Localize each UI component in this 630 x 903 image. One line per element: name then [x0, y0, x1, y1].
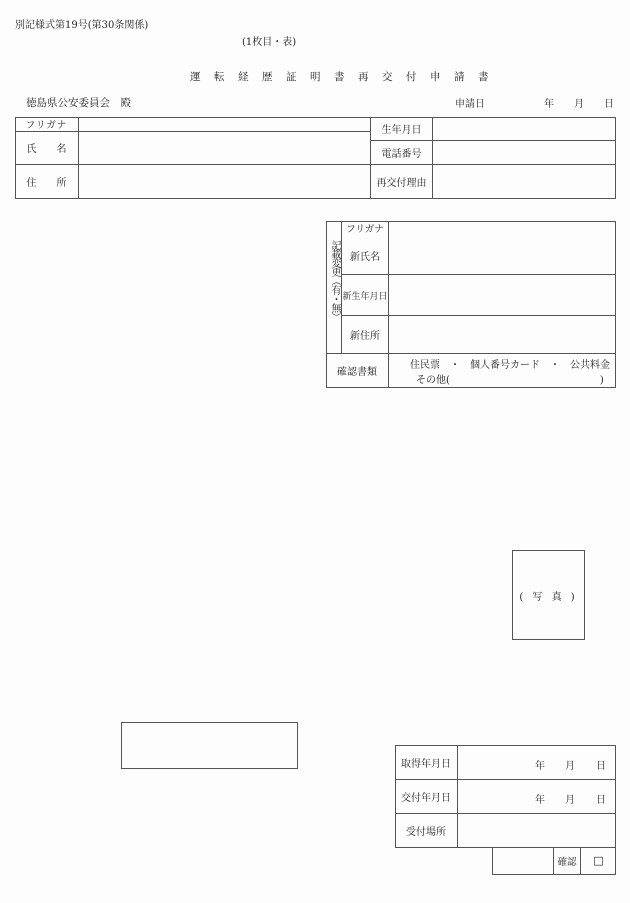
phone-label: 電話番号	[381, 148, 422, 160]
confirm-blank-field[interactable]	[493, 848, 553, 874]
phone-field[interactable]	[433, 141, 615, 164]
address-label: 住 所	[26, 177, 67, 189]
blank-stamp-box	[121, 722, 298, 769]
reason-field[interactable]	[433, 165, 615, 198]
issued-month: 月	[565, 795, 575, 806]
application-date-day: 日	[604, 99, 614, 110]
new-birthdate-field[interactable]	[389, 275, 615, 315]
document-title: 運転経歴証明書再交付申請書	[190, 71, 502, 83]
photo-label: ( 写 真 )	[519, 591, 578, 603]
reception-place-field[interactable]	[458, 814, 615, 847]
name-label: 氏 名	[26, 144, 67, 155]
id-documents-options[interactable]: 住民票 ・ 個人番号カード ・ 公共料金	[410, 360, 610, 371]
new-address-label: 新住所	[350, 331, 380, 342]
new-address-field[interactable]	[389, 316, 615, 353]
acquired-date-label: 取得年月日	[401, 758, 451, 770]
id-documents-label: 確認書類	[337, 367, 377, 378]
application-date-label: 申請日	[455, 99, 485, 110]
record-change-vertical-label: 記載変更︵有・無︶	[329, 240, 340, 321]
application-date-year: 年	[544, 99, 554, 110]
confirm-label: 確認	[557, 856, 577, 868]
issued-year: 年	[535, 795, 545, 806]
new-name-label: 新氏名	[350, 251, 380, 263]
address-field[interactable]	[79, 165, 369, 198]
acquired-day: 日	[596, 761, 606, 772]
reception-place-label: 受付場所	[406, 826, 446, 838]
issued-day: 日	[596, 795, 606, 806]
new-furigana-label: フリガナ	[346, 224, 384, 235]
furigana-label: フリガナ	[25, 120, 68, 131]
reason-label: 再交付理由	[376, 177, 427, 189]
acquired-month: 月	[565, 761, 575, 772]
new-name-field[interactable]	[389, 222, 615, 274]
page-note: (1枚目・表)	[242, 37, 297, 48]
application-date-month: 月	[574, 99, 584, 110]
addressee: 徳島県公安委員会 殿	[26, 97, 131, 109]
birthdate-label: 生年月日	[381, 125, 422, 136]
acquired-year: 年	[535, 761, 545, 772]
name-field[interactable]	[79, 132, 369, 164]
furigana-field[interactable]	[79, 118, 369, 131]
new-birthdate-label: 新生年月日	[342, 291, 388, 302]
issued-date-label: 交付年月日	[401, 792, 451, 804]
birthdate-field[interactable]	[433, 118, 615, 140]
id-documents-other[interactable]: その他( )	[416, 375, 604, 386]
confirm-checkbox[interactable]: □	[593, 854, 604, 867]
form-number: 別記様式第19号(第30条関係)	[15, 20, 149, 31]
